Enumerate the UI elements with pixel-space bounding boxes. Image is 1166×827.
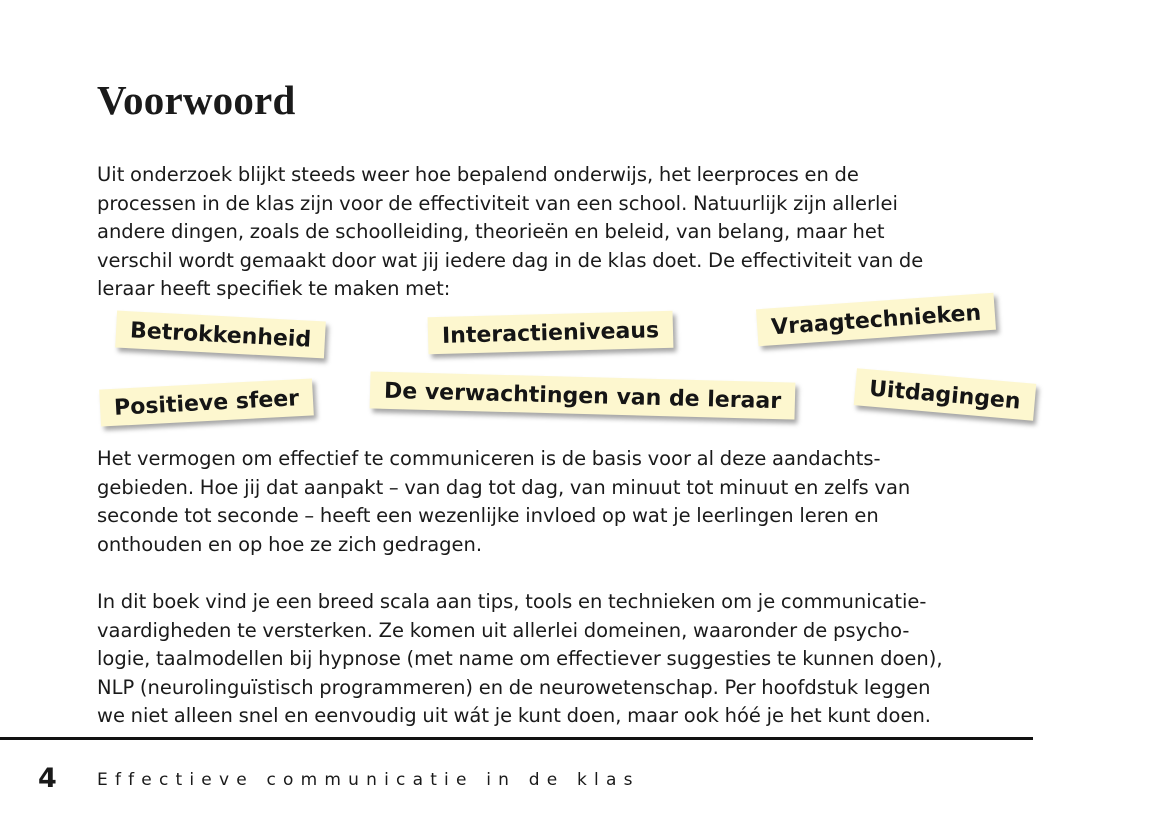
body-paragraph [97,445,1047,559]
running-footer-title: Effectieve communicatie in de klas [97,770,640,790]
text-line: Uit onderzoek blijkt steeds weer hoe bepalend onderwijs, het leerproces en de [97,163,859,186]
sticky-note-betrokkenheid: Betrokkenheid [115,311,326,359]
text-line: vaardigheden te versterken. Ze komen uit allerlei domeinen, waaronder de psycho- [97,618,910,642]
page-number: 4 [38,763,57,794]
text-line: we niet alleen snel en eenvoudig uit wát je kunt doen, maar ook hóé je het kunt doen. [97,704,932,727]
sticky-note-vraagtechnieken: Vraagtechnieken [756,293,996,347]
text-line: andere dingen, zoals de schoolleiding, theorieën en beleid, van belang, maar het [97,220,885,243]
text-line: processen in de klas zijn voor de effectiviteit van een school. Natuurlijk zijn allerlei [97,191,898,215]
sticky-note-positieve-sfeer: Positieve sfeer [99,378,314,426]
sticky-note-verwachtingen: De verwachtingen van de leraar [370,371,796,419]
text-line: NLP (neurolinguïstisch programmeren) en de neurowetenschap. Per hoofdstuk leggen [97,675,931,699]
text-line: Het vermogen om effectief te communiceren is de basis voor al deze aandachts- [97,447,881,470]
text-line: verschil wordt gemaakt door wat jij iedere dag in de klas doet. De effectiviteit van de [97,248,924,272]
text-line: seconde tot seconde – heeft een wezenlijke invloed op wat je leerlingen leren en [97,504,879,527]
sticky-note-interactieniveaus: Interactieniveaus [428,311,674,354]
text-line: leraar heeft specifiek te maken met: [97,277,451,300]
page-title: Voorwoord [97,77,296,123]
intro-paragraph [97,161,1047,304]
sticky-note-uitdagingen: Uitdagingen [854,368,1036,421]
text-line: gebieden. Hoe jij dat aanpakt – van dag tot dag, van minuut tot minuut en zelfs van [97,475,911,499]
text-line: In dit boek vind je een breed scala aan tips, tools en technieken om je communicatie- [97,590,927,613]
closing-paragraph [97,588,1047,731]
text-line: onthouden en op hoe ze zich gedragen. [97,532,483,556]
footer-divider [0,737,1033,740]
text-line: logie, taalmodellen bij hypnose (met name om effectiever suggesties te kunnen doen), [97,647,943,670]
